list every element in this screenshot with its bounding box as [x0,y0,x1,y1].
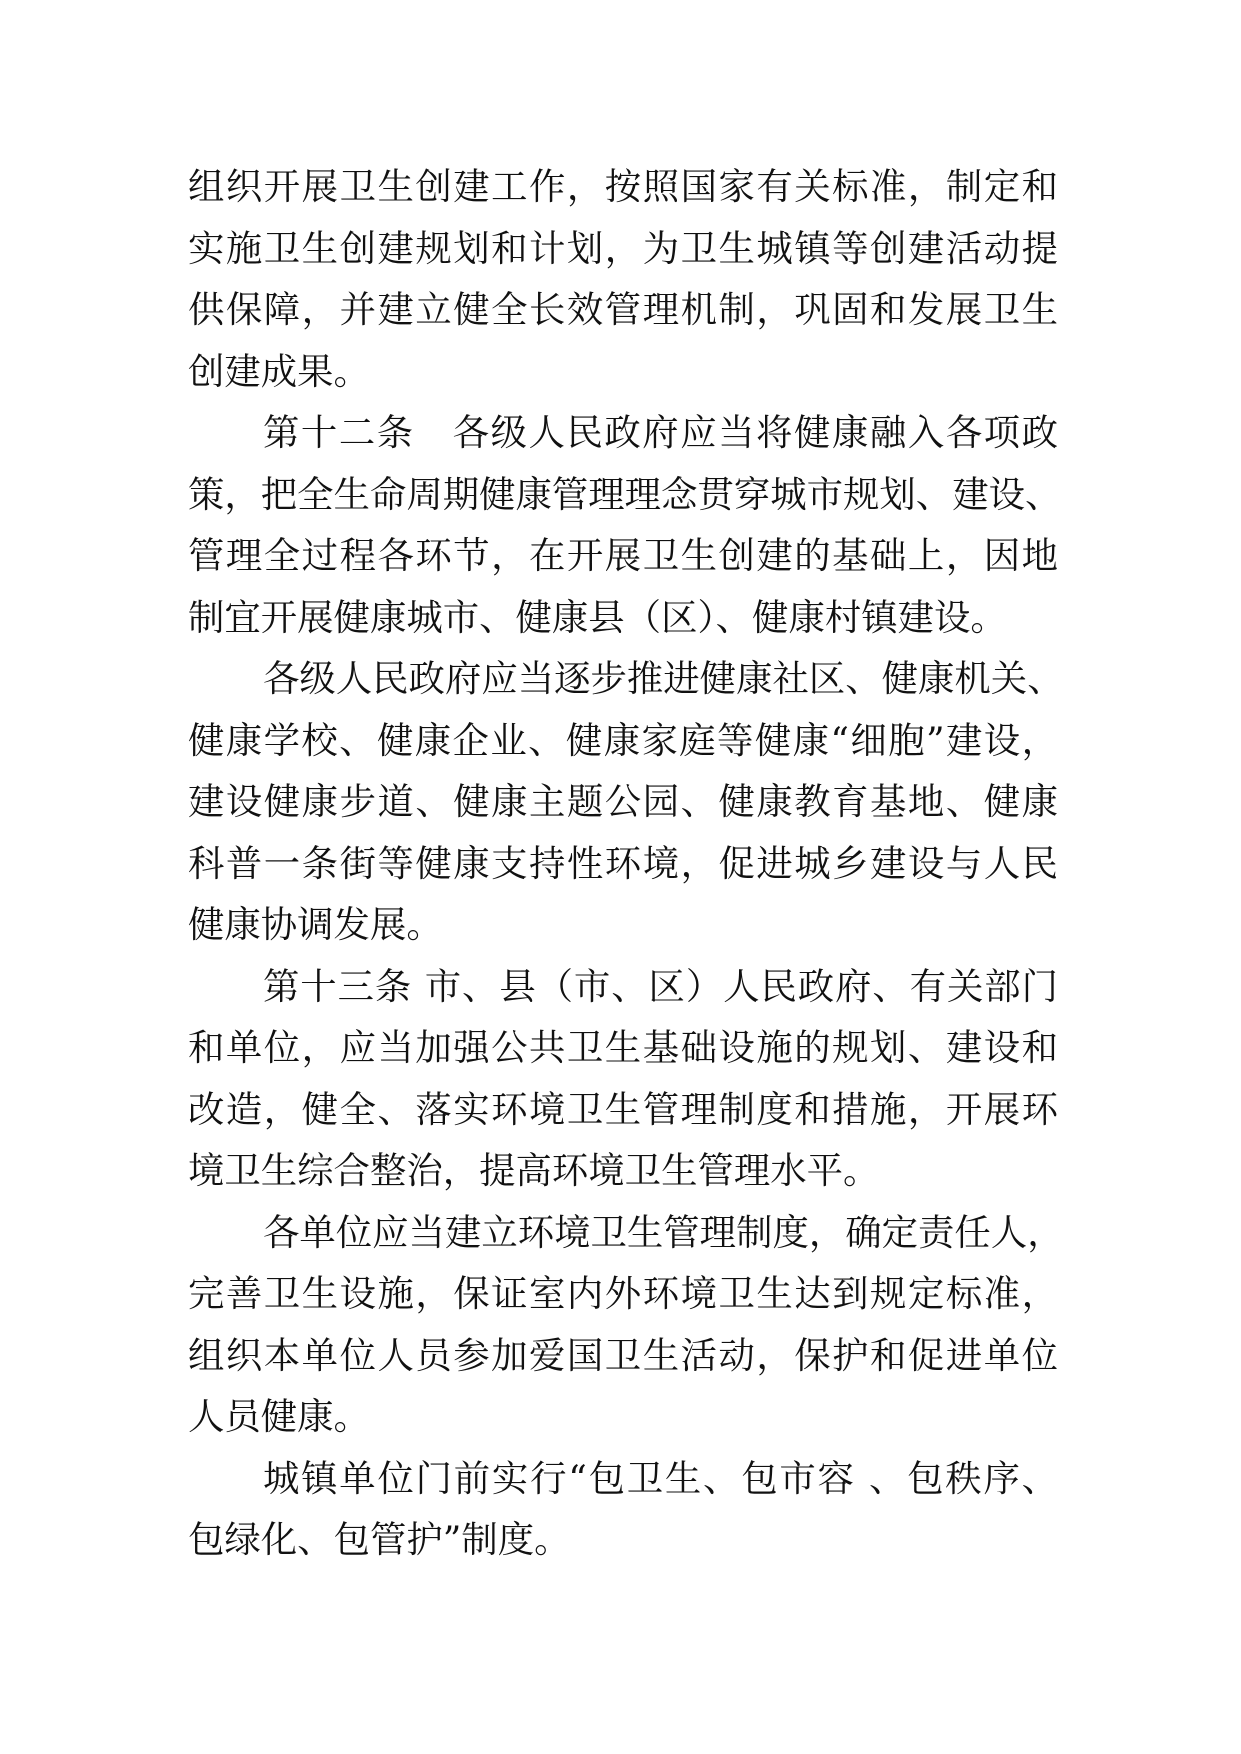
text-line: 人员健康。 [188,1395,370,1438]
paragraph-start-line: 各单位应当建立环境卫生管理制度，确定责任人， [263,1210,1064,1254]
text-line: 策，把全生命周期健康管理理念贯穿城市规划、建设、 [188,472,1062,516]
article-13-heading-line: 第十三条 市、县（市、区）人民政府、有关部门 [263,964,1058,1008]
text-line: 供保障，并建立健全长效管理机制，巩固和发展卫生 [188,288,1058,331]
text-line: 完善卫生设施，保证室内外环境卫生达到规定标准， [188,1272,1058,1315]
text-line: 实施卫生创建规划和计划，为卫生城镇等创建活动提 [188,226,1058,270]
text-line: 组织开展卫生创建工作，按照国家有关标准，制定和 [188,165,1058,208]
text-line: 管理全过程各环节，在开展卫生创建的基础上，因地 [188,534,1058,577]
text-line: 建设健康步道、健康主题公园、健康教育基地、健康 [188,780,1058,823]
paragraph-start-line: 各级人民政府应当逐步推进健康社区、健康机关、 [263,657,1064,700]
text-line: 健康协调发展。 [188,903,443,946]
text-line: 创建成果。 [188,349,370,393]
text-line: 科普一条街等健康支持性环境，促进城乡建设与人民 [188,841,1058,885]
text-line: 制宜开展健康城市、健康县（区）、健康村镇建设。 [188,595,1007,639]
article-12-heading-line: 第十二条 各级人民政府应当将健康融入各项政 [263,411,1058,454]
text-line: 和单位，应当加强公共卫生基础设施的规划、建设和 [188,1026,1058,1069]
text-line: 改造，健全、落实环境卫生管理制度和措施，开展环 [188,1087,1058,1131]
text-line: 境卫生综合整治，提高环境卫生管理水平。 [188,1149,880,1192]
body-text [188,156,1064,1571]
text-line: 包绿化、包管护”制度。 [188,1518,571,1561]
text-line: 组织本单位人员参加爱国卫生活动，保护和促进单位 [188,1333,1058,1377]
paragraph-start-line: 城镇单位门前实行“包卫生、包市容 、包秩序、 [263,1456,1058,1500]
text-line: 健康学校、健康企业、健康家庭等健康“细胞”建设， [188,718,1058,762]
